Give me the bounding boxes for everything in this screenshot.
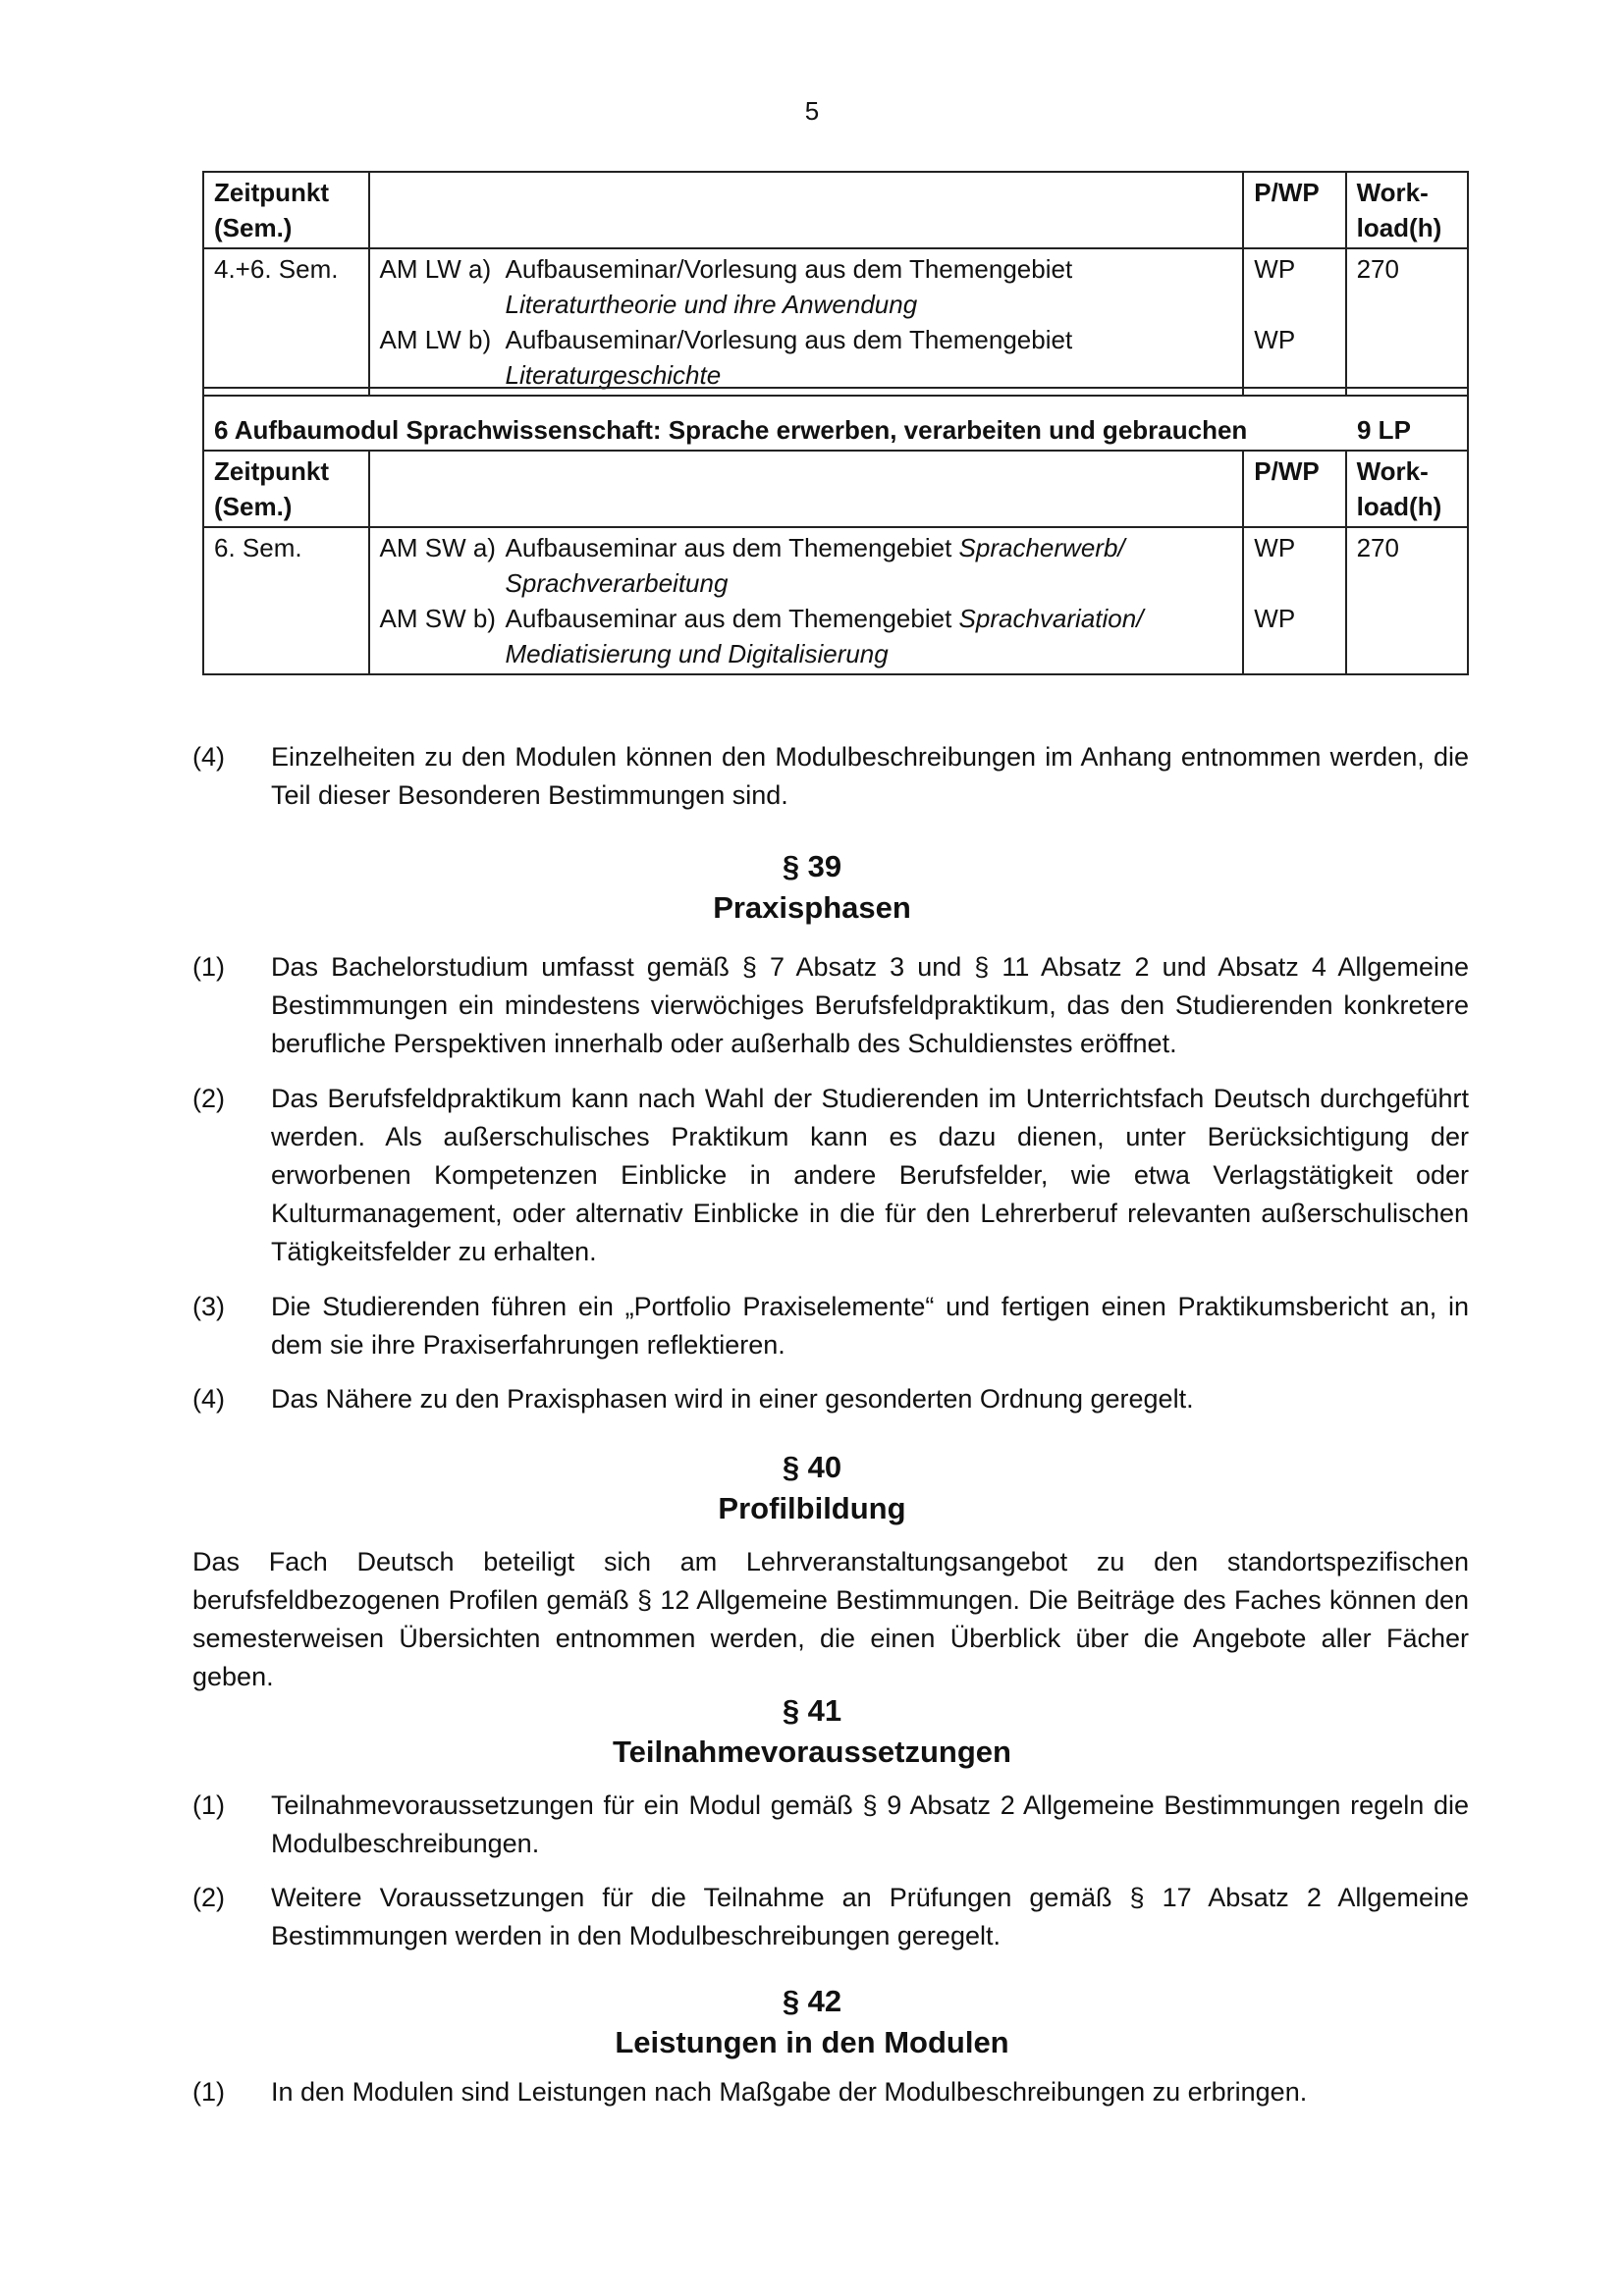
header-work-label: Work- [1356, 456, 1429, 486]
s39-paragraph-2 [192, 1080, 1469, 1271]
entry-code: AM SW b) [379, 604, 496, 633]
section-40-heading [0, 1447, 1624, 1529]
entry-am-lw-a [380, 251, 1233, 322]
paragraph-text: In den Modulen sind Leistungen nach Maßgabe der Modulbeschreibungen zu erbringen. [271, 2077, 1308, 2107]
table-header-row [203, 451, 1468, 527]
section-41-heading [0, 1690, 1624, 1773]
entry-desc [506, 251, 1233, 322]
header-empty [369, 451, 1244, 527]
paragraph-text: Das Bachelorstudium umfasst gemäß § 7 Absatz 3 und § 11 Absatz 2 und Absatz 4 Allgemeine Bestimmungen ein mindestens vierwöchiges Berufsfeldpraktikum, das den Studierenden konkretere berufliche Perspektiven innerhalb oder außerhalb des Schuldienstes eröffnet. [271, 952, 1469, 1058]
section-number: § 41 [782, 1693, 842, 1728]
entry-topic: Literaturgeschichte [505, 360, 722, 390]
entry-text: Aufbauseminar aus dem Themengebiet [505, 604, 959, 633]
row-pwp [1243, 527, 1345, 674]
header-sem-label: (Sem.) [214, 492, 293, 521]
row-entries [369, 527, 1244, 674]
paragraph-number: (2) [192, 1084, 225, 1113]
header-pwp: P/WP [1243, 172, 1345, 248]
entry-topic-1: Spracherwerb/ [958, 533, 1125, 562]
header-load-label: load(h) [1356, 213, 1442, 242]
entry-desc [506, 601, 1233, 671]
header-pwp: P/WP [1243, 451, 1345, 527]
pwp-a: WP [1254, 533, 1296, 562]
paragraph-number: (1) [192, 952, 225, 982]
entry-topic-2: Sprachverarbeitung [505, 568, 729, 598]
section-title: Leistungen in den Modulen [615, 2025, 1009, 2059]
row-workload: 270 [1346, 248, 1468, 396]
s39-paragraph-3 [192, 1288, 1469, 1364]
section-42-heading [0, 1981, 1624, 2063]
paragraph-number: (4) [192, 1384, 225, 1414]
s39-paragraph-4 [192, 1380, 1469, 1418]
paragraph-text: Teilnahmevoraussetzungen für ein Modul gemäß § 9 Absatz 2 Allgemeine Bestimmungen regeln die Modulbeschreibungen. [271, 1790, 1469, 1858]
header-load-label: load(h) [1356, 492, 1442, 521]
entry-text: Aufbauseminar/Vorlesung aus dem Themengebiet [505, 254, 1073, 284]
header-workload [1346, 451, 1468, 527]
header-work-label: Work- [1356, 178, 1429, 207]
pwp-b: WP [1254, 604, 1296, 633]
header-zeitpunkt [203, 451, 369, 527]
entry-topic-2: Mediatisierung und Digitalisierung [505, 639, 889, 668]
row-zeitpunkt: 6. Sem. [203, 527, 369, 674]
s42-paragraph-1 [192, 2073, 1469, 2111]
paragraph-number: (2) [192, 1883, 225, 1912]
section-number: § 40 [782, 1450, 842, 1484]
paragraph-text: Das Berufsfeldpraktikum kann nach Wahl der Studierenden im Unterrichtsfach Deutsch durchgeführt werden. Als außerschulisches Praktikum kann es dazu dienen, unter Berücksichtigung der erworbenen Kompetenzen Einblicke in andere Berufsfelder, wie etwa Verlagstätigkeit oder Kulturmanagement, oder alternativ Einblicke in die für den Lehrerberuf relevanten außerschulischen Tätigkeitsfelder zu erhalten. [271, 1084, 1469, 1266]
row-pwp [1243, 248, 1345, 396]
table-row [203, 527, 1468, 674]
section-title: Praxisphasen [713, 890, 911, 925]
entry-topic-1: Sprachvariation/ [958, 604, 1144, 633]
entry-code: AM SW a) [379, 533, 496, 562]
header-zeitpunkt [203, 172, 369, 248]
pwp-a: WP [1254, 254, 1296, 284]
paragraph-text: Das Nähere zu den Praxisphasen wird in einer gesonderten Ordnung geregelt. [271, 1384, 1194, 1414]
section-number: § 39 [782, 849, 842, 883]
entry-text: Aufbauseminar aus dem Themengebiet [505, 533, 959, 562]
entry-am-sw-b [380, 601, 1233, 671]
pwp-b: WP [1254, 325, 1296, 354]
section-title: Teilnahmevoraussetzungen [613, 1735, 1011, 1769]
paragraph-text: Die Studierenden führen ein „Portfolio Praxiselemente“ und fertigen einen Praktikumsbericht an, in dem sie ihre Praxiserfahrungen reflektieren. [271, 1292, 1469, 1360]
s41-paragraph-1 [192, 1787, 1469, 1863]
header-sem-label: (Sem.) [214, 213, 293, 242]
header-zeitpunkt-label: Zeitpunkt [214, 456, 329, 486]
entry-code: AM LW a) [379, 254, 492, 284]
table-header-row [203, 172, 1468, 248]
paragraph-text: Einzelheiten zu den Modulen können den Modulbeschreibungen im Anhang entnommen werden, die Teil dieser Besonderen Bestimmungen sind. [271, 742, 1469, 810]
paragraph-number: (4) [192, 742, 225, 772]
paragraph-number: (1) [192, 1790, 225, 1820]
module-table-literature [202, 171, 1469, 397]
paragraph-4 [192, 738, 1469, 815]
header-zeitpunkt-label: Zeitpunkt [214, 178, 329, 207]
module-title: 6 Aufbaumodul Sprachwissenschaft: Sprache erwerben, verarbeiten und gebrauchen [214, 415, 1248, 445]
section-title: Profilbildung [718, 1491, 906, 1525]
header-empty [369, 172, 1244, 248]
s41-paragraph-2 [192, 1879, 1469, 1955]
row-workload: 270 [1346, 527, 1468, 674]
entry-desc [506, 322, 1233, 393]
page-number: 5 [804, 96, 820, 126]
entry-text: Aufbauseminar/Vorlesung aus dem Themengebiet [505, 325, 1073, 354]
paragraph-text: Weitere Voraussetzungen für die Teilnahme an Prüfungen gemäß § 17 Absatz 2 Allgemeine Bestimmungen werden in den Modulbeschreibungen geregelt. [271, 1883, 1469, 1950]
entry-am-sw-a [380, 530, 1233, 601]
module-heading [203, 388, 1468, 451]
entry-code: AM LW b) [379, 325, 492, 354]
section-number: § 42 [782, 1984, 842, 2018]
section-39-heading [0, 846, 1624, 929]
row-zeitpunkt: 4.+6. Sem. [203, 248, 369, 396]
entry-topic: Literaturtheorie und ihre Anwendung [505, 290, 918, 319]
entry-am-lw-b [380, 322, 1233, 393]
entry-desc [506, 530, 1233, 601]
table-row [203, 248, 1468, 396]
header-workload [1346, 172, 1468, 248]
module-table-sprachwissenschaft [202, 387, 1469, 675]
paragraph-number: (1) [192, 2077, 225, 2107]
paragraph-number: (3) [192, 1292, 225, 1321]
module-heading-row [203, 388, 1468, 451]
s39-paragraph-1 [192, 948, 1469, 1063]
s40-text: Das Fach Deutsch beteiligt sich am Lehrveranstaltungsangebot zu den standortspezifischen berufsfeldbezogenen Profilen gemäß § 12 Allgemeine Bestimmungen. Die Beiträge des Faches können den semesterweisen Übersichten entnommen werden, die einen Überblick über die Angebote aller Fächer geben. [192, 1547, 1469, 1691]
row-entries [369, 248, 1244, 396]
module-lp: 9 LP [1357, 415, 1411, 445]
